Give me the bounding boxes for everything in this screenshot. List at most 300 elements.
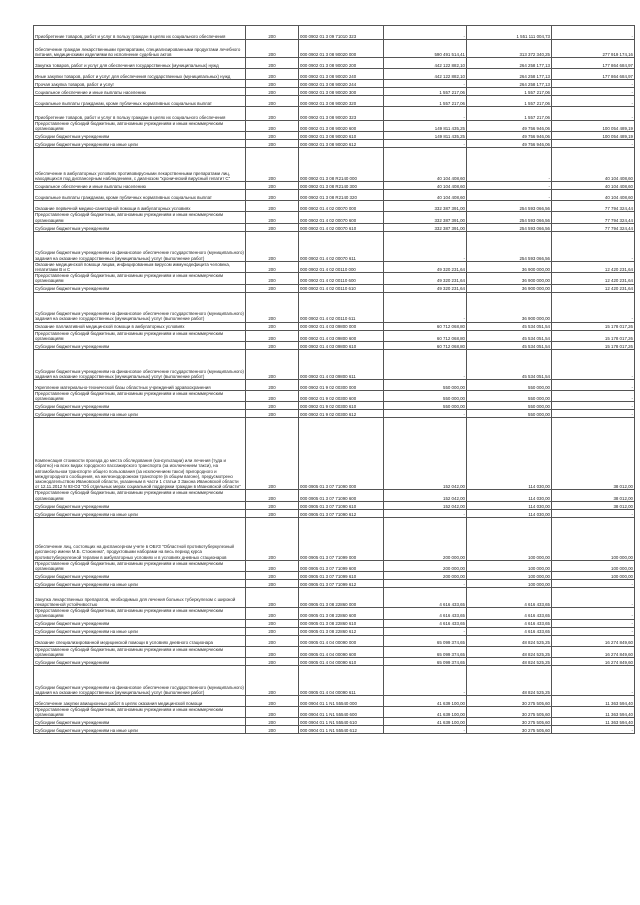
row-budget-code-cell: 000 0902 01 4 02 00070 000 xyxy=(299,201,384,212)
row-approved-amount-cell: - xyxy=(384,107,467,121)
row-name-cell: Субсидии бюджетным учреждениям на финансовое обеспечение государственного (муниципального) задания на оказание государственных (муниципальных) услуг (выполнение работ) xyxy=(34,231,246,261)
row-approved-amount-cell: 152 042,00 xyxy=(384,501,467,509)
row-approved-amount-cell: - xyxy=(384,26,467,40)
row-executed-amount-cell: 30 275 505,60 xyxy=(467,726,552,734)
table-row xyxy=(34,572,635,580)
row-unexecuted-amount-cell: 100 054 489,19 xyxy=(552,121,635,132)
row-executed-amount-cell: 4 616 433,65 xyxy=(467,619,552,627)
row-unexecuted-amount-cell: - xyxy=(552,410,635,418)
row-executed-amount-cell: 550 000,00 xyxy=(467,410,552,418)
row-approved-amount-cell: 4 616 433,65 xyxy=(384,588,467,608)
row-approved-amount-cell: 40 104 408,60 xyxy=(384,182,467,190)
row-unexecuted-amount-cell: 38 012,00 xyxy=(552,490,635,501)
row-admin-code-cell: 200 xyxy=(246,572,299,580)
row-unexecuted-amount-cell: 16 274 849,60 xyxy=(552,635,635,646)
row-executed-amount-cell: 100 000,00 xyxy=(467,560,552,571)
table-row xyxy=(34,588,635,608)
row-approved-amount-cell: 60 712 068,80 xyxy=(384,330,467,341)
row-approved-amount-cell: 41 639 100,00 xyxy=(384,707,467,718)
row-name-cell: Субсидии бюджетным учреждениям xyxy=(34,501,246,509)
table-row xyxy=(34,627,635,635)
row-unexecuted-amount-cell: 11 363 594,40 xyxy=(552,696,635,707)
table-row xyxy=(34,190,635,201)
row-name-cell: Компенсация стоимости проезда до места обследования (консультации) или лечения (туда и обратно) на всех видах городского пассажирского транспорта (за исключением такси), на автомобильном транспорте общего пользования (за исключением такси) пригородного и междугородного сообщения, на железнодорожном транспорте (в общем вагоне), предусмотрено законодательством Ивановской области, указанным в части 1 статьи 3 Закона Ивановской области от 12.11.2012 N 93-ОЗ "Об отдельных мерах социальной поддержки граждан в Ивановской области" xyxy=(34,418,246,490)
row-executed-amount-cell: 114 030,00 xyxy=(467,509,552,517)
row-unexecuted-amount-cell: 40 104 408,60 xyxy=(552,190,635,201)
row-approved-amount-cell: 65 099 374,65 xyxy=(384,646,467,657)
table-row xyxy=(34,212,635,223)
row-name-cell: Социальные выплаты гражданам, кроме публичных нормативных социальных выплат xyxy=(34,96,246,107)
row-admin-code-cell: 200 xyxy=(246,410,299,418)
row-budget-code-cell: 000 0905 01 3 08 22860 000 xyxy=(299,588,384,608)
row-approved-amount-cell: 1 557 217,06 xyxy=(384,88,467,96)
row-admin-code-cell: 200 xyxy=(246,646,299,657)
row-admin-code-cell: 200 xyxy=(246,212,299,223)
row-unexecuted-amount-cell: 16 274 849,60 xyxy=(552,658,635,666)
row-budget-code-cell: 000 0904 01 1 N1 55540 610 xyxy=(299,718,384,726)
row-admin-code-cell: 200 xyxy=(246,40,299,58)
row-admin-code-cell: 200 xyxy=(246,201,299,212)
row-admin-code-cell: 200 xyxy=(246,261,299,272)
table-row xyxy=(34,646,635,657)
row-name-cell: Субсидии бюджетным учреждениям на финансовое обеспечение государственного (муниципального) задания на оказание государственных (муниципальных) услуг (выполнение работ) xyxy=(34,292,246,322)
row-unexecuted-amount-cell: 77 794 324,44 xyxy=(552,201,635,212)
row-unexecuted-amount-cell: - xyxy=(552,292,635,322)
row-admin-code-cell: 200 xyxy=(246,580,299,588)
row-admin-code-cell: 200 xyxy=(246,608,299,619)
row-unexecuted-amount-cell: 40 104 408,60 xyxy=(552,182,635,190)
row-unexecuted-amount-cell: 16 274 849,60 xyxy=(552,646,635,657)
row-budget-code-cell: 000 0905 01 3 07 71099 000 xyxy=(299,517,384,560)
row-name-cell: Оказание паллиативной медицинской помощи в амбулаторных условиях xyxy=(34,322,246,330)
table-row xyxy=(34,501,635,509)
row-executed-amount-cell: 100 000,00 xyxy=(467,517,552,560)
row-executed-amount-cell: 1 557 217,06 xyxy=(467,107,552,121)
row-unexecuted-amount-cell: 77 794 324,44 xyxy=(552,212,635,223)
table-row xyxy=(34,132,635,140)
row-name-cell: Укрепление материально-технической базы областных учреждений здравоохранения xyxy=(34,380,246,391)
row-admin-code-cell: 200 xyxy=(246,588,299,608)
row-approved-amount-cell: 41 639 100,00 xyxy=(384,718,467,726)
row-approved-amount-cell: 332 387 391,00 xyxy=(384,223,467,231)
row-budget-code-cell: 000 0905 01 3 07 71090 610 xyxy=(299,501,384,509)
row-executed-amount-cell: 114 030,00 xyxy=(467,490,552,501)
row-name-cell: Иные закупки товаров, работ и услуг для обеспечения государственных (муниципальных) нужд xyxy=(34,69,246,80)
row-unexecuted-amount-cell: 40 104 408,60 xyxy=(552,148,635,182)
row-unexecuted-amount-cell: - xyxy=(552,509,635,517)
row-approved-amount-cell: 332 387 391,00 xyxy=(384,212,467,223)
row-executed-amount-cell: - xyxy=(467,148,552,182)
row-budget-code-cell: 000 0904 01 1 N1 55540 612 xyxy=(299,726,384,734)
row-admin-code-cell: 200 xyxy=(246,231,299,261)
table-row xyxy=(34,69,635,80)
row-approved-amount-cell: 4 616 433,65 xyxy=(384,608,467,619)
row-unexecuted-amount-cell: 100 000,00 xyxy=(552,560,635,571)
row-approved-amount-cell: - xyxy=(384,627,467,635)
row-unexecuted-amount-cell: - xyxy=(552,608,635,619)
row-unexecuted-amount-cell: - xyxy=(552,26,635,40)
row-admin-code-cell: 200 xyxy=(246,509,299,517)
row-executed-amount-cell: 254 593 066,56 xyxy=(467,223,552,231)
row-name-cell: Предоставление субсидий бюджетным, автономным учреждениям и иным некоммерческим организациям xyxy=(34,212,246,223)
row-unexecuted-amount-cell: - xyxy=(552,80,635,88)
row-approved-amount-cell: 442 122 882,10 xyxy=(384,69,467,80)
row-admin-code-cell: 200 xyxy=(246,619,299,627)
row-executed-amount-cell: 49 756 946,06 xyxy=(467,121,552,132)
row-executed-amount-cell: 49 756 946,06 xyxy=(467,140,552,148)
row-admin-code-cell: 200 xyxy=(246,96,299,107)
row-approved-amount-cell: 200 000,00 xyxy=(384,517,467,560)
table-row xyxy=(34,342,635,350)
row-budget-code-cell: 000 0905 01 3 07 71090 000 xyxy=(299,418,384,490)
row-admin-code-cell: 200 xyxy=(246,342,299,350)
row-budget-code-cell: 000 0905 01 4 04 00090 600 xyxy=(299,646,384,657)
row-unexecuted-amount-cell: 15 178 017,26 xyxy=(552,342,635,350)
row-admin-code-cell: 200 xyxy=(246,121,299,132)
table-row xyxy=(34,182,635,190)
table-row xyxy=(34,380,635,391)
row-budget-code-cell: 000 0902 01 9 02 00300 612 xyxy=(299,410,384,418)
row-admin-code-cell: 200 xyxy=(246,69,299,80)
row-budget-code-cell: 000 0905 01 3 07 71099 612 xyxy=(299,580,384,588)
row-name-cell: Предоставление субсидий бюджетным, автономным учреждениям и иным некоммерческим организациям xyxy=(34,391,246,402)
row-executed-amount-cell: 1 557 217,06 xyxy=(467,96,552,107)
table-row xyxy=(34,322,635,330)
row-executed-amount-cell: 36 900 000,00 xyxy=(467,273,552,284)
row-unexecuted-amount-cell: - xyxy=(552,588,635,608)
row-admin-code-cell: 200 xyxy=(246,132,299,140)
row-unexecuted-amount-cell: - xyxy=(552,726,635,734)
row-executed-amount-cell: 45 534 051,54 xyxy=(467,350,552,380)
row-unexecuted-amount-cell: 177 864 684,97 xyxy=(552,58,635,69)
table-row xyxy=(34,509,635,517)
row-admin-code-cell: 200 xyxy=(246,140,299,148)
row-budget-code-cell: 000 0902 01 3 08 90020 612 xyxy=(299,140,384,148)
row-approved-amount-cell: - xyxy=(384,231,467,261)
row-name-cell: Субсидии бюджетным учреждениям на иные цели xyxy=(34,140,246,148)
row-admin-code-cell: 200 xyxy=(246,88,299,96)
row-approved-amount-cell: - xyxy=(384,726,467,734)
row-name-cell: Субсидии бюджетным учреждениям xyxy=(34,132,246,140)
row-approved-amount-cell: 40 104 408,60 xyxy=(384,148,467,182)
row-name-cell: Прочая закупка товаров, работ и услуг xyxy=(34,80,246,88)
row-executed-amount-cell: 49 756 946,06 xyxy=(467,132,552,140)
row-executed-amount-cell: 4 616 433,65 xyxy=(467,588,552,608)
row-budget-code-cell: 000 0902 01 3 08 90020 240 xyxy=(299,69,384,80)
row-unexecuted-amount-cell: 277 919 174,16 xyxy=(552,40,635,58)
row-approved-amount-cell: 152 042,00 xyxy=(384,418,467,490)
row-budget-code-cell: 000 0905 01 3 07 71090 600 xyxy=(299,490,384,501)
row-name-cell: Закупка лекарственных препаратов, необходимых для лечения больных туберкулезом с широкой лекарственной устойчивостью xyxy=(34,588,246,608)
row-admin-code-cell: 200 xyxy=(246,58,299,69)
row-name-cell: Предоставление субсидий бюджетным, автономным учреждениям и иным некоммерческим организациям xyxy=(34,608,246,619)
row-executed-amount-cell: 114 030,00 xyxy=(467,501,552,509)
table-row xyxy=(34,635,635,646)
row-admin-code-cell: 200 xyxy=(246,148,299,182)
row-name-cell: Субсидии бюджетным учреждениям на иные цели xyxy=(34,410,246,418)
row-budget-code-cell: 000 0902 01 3 09 71010 323 xyxy=(299,26,384,40)
row-executed-amount-cell: 254 593 066,56 xyxy=(467,212,552,223)
row-approved-amount-cell: 550 000,00 xyxy=(384,391,467,402)
table-row xyxy=(34,707,635,718)
row-name-cell: Приобретение товаров, работ и услуг в пользу граждан в целях их социального обеспечения xyxy=(34,26,246,40)
row-approved-amount-cell: 60 712 068,80 xyxy=(384,322,467,330)
row-unexecuted-amount-cell: - xyxy=(552,580,635,588)
row-budget-code-cell: 000 0902 01 3 08 90020 323 xyxy=(299,107,384,121)
row-approved-amount-cell: 550 000,00 xyxy=(384,380,467,391)
row-budget-code-cell: 000 0905 01 4 04 00090 610 xyxy=(299,658,384,666)
row-unexecuted-amount-cell: 100 000,00 xyxy=(552,517,635,560)
row-approved-amount-cell: - xyxy=(384,509,467,517)
row-approved-amount-cell: 590 491 514,41 xyxy=(384,40,467,58)
row-name-cell: Предоставление субсидий бюджетным, автономным учреждениям и иным некоммерческим организациям xyxy=(34,121,246,132)
row-executed-amount-cell: 30 275 505,60 xyxy=(467,707,552,718)
row-admin-code-cell: 200 xyxy=(246,380,299,391)
row-executed-amount-cell: 36 900 000,00 xyxy=(467,292,552,322)
row-budget-code-cell: 000 0902 01 4 03 09800 611 xyxy=(299,350,384,380)
table-row xyxy=(34,560,635,571)
table-row xyxy=(34,261,635,272)
row-name-cell: Предоставление субсидий бюджетным, автономным учреждениям и иным некоммерческим организациям xyxy=(34,273,246,284)
row-executed-amount-cell: 30 275 505,60 xyxy=(467,718,552,726)
row-admin-code-cell: 200 xyxy=(246,627,299,635)
row-admin-code-cell: 200 xyxy=(246,322,299,330)
row-unexecuted-amount-cell: - xyxy=(552,88,635,96)
row-name-cell: Предоставление субсидий бюджетным, автономным учреждениям и иным некоммерческим организациям xyxy=(34,330,246,341)
row-executed-amount-cell: 313 372 340,25 xyxy=(467,40,552,58)
row-executed-amount-cell: 254 593 066,56 xyxy=(467,201,552,212)
table-row xyxy=(34,26,635,40)
row-budget-code-cell: 000 0905 01 3 07 71099 600 xyxy=(299,560,384,571)
row-admin-code-cell: 200 xyxy=(246,182,299,190)
row-admin-code-cell: 200 xyxy=(246,707,299,718)
row-approved-amount-cell: 550 000,00 xyxy=(384,402,467,410)
row-budget-code-cell: 000 0902 01 9 02 00300 600 xyxy=(299,391,384,402)
row-name-cell: Социальное обеспечение и иные выплаты населению xyxy=(34,182,246,190)
table-row xyxy=(34,696,635,707)
row-admin-code-cell: 200 xyxy=(246,696,299,707)
row-admin-code-cell: 200 xyxy=(246,190,299,201)
row-name-cell: Субсидии бюджетным учреждениям на иные цели xyxy=(34,627,246,635)
row-admin-code-cell: 200 xyxy=(246,718,299,726)
row-approved-amount-cell: - xyxy=(384,80,467,88)
row-unexecuted-amount-cell: 12 420 231,64 xyxy=(552,273,635,284)
row-budget-code-cell: 000 0902 01 3 08 90020 600 xyxy=(299,121,384,132)
row-name-cell: Оказание первичной медико-санитарной помощи в амбулаторных условиях xyxy=(34,201,246,212)
row-unexecuted-amount-cell: - xyxy=(552,402,635,410)
row-name-cell: Субсидии бюджетным учреждениям на иные цели xyxy=(34,509,246,517)
row-unexecuted-amount-cell: 15 178 017,26 xyxy=(552,322,635,330)
row-executed-amount-cell: 45 534 051,54 xyxy=(467,322,552,330)
row-approved-amount-cell: 152 042,00 xyxy=(384,490,467,501)
row-approved-amount-cell: 200 000,00 xyxy=(384,572,467,580)
row-name-cell: Субсидии бюджетным учреждениям xyxy=(34,658,246,666)
row-name-cell: Приобретение товаров, работ и услуг в пользу граждан в целях их социального обеспечения xyxy=(34,107,246,121)
row-executed-amount-cell: 100 000,00 xyxy=(467,572,552,580)
table-row xyxy=(34,40,635,58)
row-approved-amount-cell: 442 122 882,10 xyxy=(384,58,467,69)
table-row xyxy=(34,148,635,182)
row-name-cell: Оказание специализированной медицинской помощи в условиях дневного стационара xyxy=(34,635,246,646)
row-executed-amount-cell: 4 616 433,65 xyxy=(467,627,552,635)
row-name-cell: Закупка товаров, работ и услуг для обеспечения государственных (муниципальных) нужд xyxy=(34,58,246,69)
row-executed-amount-cell: 1 557 217,06 xyxy=(467,88,552,96)
row-executed-amount-cell: 264 258 177,13 xyxy=(467,69,552,80)
row-approved-amount-cell: 1 557 217,06 xyxy=(384,96,467,107)
row-approved-amount-cell: - xyxy=(384,410,467,418)
row-admin-code-cell: 200 xyxy=(246,418,299,490)
row-unexecuted-amount-cell: 12 420 231,64 xyxy=(552,284,635,292)
row-budget-code-cell: 000 0905 01 3 07 71099 610 xyxy=(299,572,384,580)
row-budget-code-cell: 000 0904 01 1 N1 55540 000 xyxy=(299,696,384,707)
row-executed-amount-cell: 36 900 000,00 xyxy=(467,284,552,292)
row-admin-code-cell: 200 xyxy=(246,350,299,380)
row-executed-amount-cell: 550 000,00 xyxy=(467,380,552,391)
row-budget-code-cell: 000 0902 01 4 03 09800 000 xyxy=(299,322,384,330)
row-executed-amount-cell: 48 824 525,25 xyxy=(467,635,552,646)
table-row xyxy=(34,608,635,619)
row-unexecuted-amount-cell: 38 012,00 xyxy=(552,418,635,490)
table-row xyxy=(34,418,635,490)
row-name-cell: Субсидии бюджетным учреждениям на иные цели xyxy=(34,580,246,588)
row-executed-amount-cell: 4 616 433,65 xyxy=(467,608,552,619)
row-approved-amount-cell: 49 320 231,64 xyxy=(384,273,467,284)
row-admin-code-cell: 200 xyxy=(246,501,299,509)
row-approved-amount-cell: 4 616 433,65 xyxy=(384,619,467,627)
row-executed-amount-cell: 45 534 051,54 xyxy=(467,342,552,350)
row-budget-code-cell: 000 0902 01 3 08 90020 300 xyxy=(299,88,384,96)
row-name-cell: Субсидии бюджетным учреждениям xyxy=(34,284,246,292)
row-executed-amount-cell: 254 593 066,56 xyxy=(467,231,552,261)
row-admin-code-cell: 200 xyxy=(246,292,299,322)
row-approved-amount-cell: - xyxy=(384,666,467,696)
row-admin-code-cell: 200 xyxy=(246,80,299,88)
row-budget-code-cell: 000 0905 01 3 08 22860 610 xyxy=(299,619,384,627)
row-approved-amount-cell: - xyxy=(384,292,467,322)
row-budget-code-cell: 000 0905 01 3 08 22860 612 xyxy=(299,627,384,635)
row-unexecuted-amount-cell: 177 864 684,97 xyxy=(552,69,635,80)
table-row xyxy=(34,284,635,292)
row-budget-code-cell: 000 0902 01 4 02 00110 611 xyxy=(299,292,384,322)
row-executed-amount-cell: 550 000,00 xyxy=(467,402,552,410)
table-row xyxy=(34,292,635,322)
row-name-cell: Предоставление субсидий бюджетным, автономным учреждениям и иным некоммерческим организациям xyxy=(34,707,246,718)
row-unexecuted-amount-cell: - xyxy=(552,391,635,402)
row-executed-amount-cell: 48 824 525,25 xyxy=(467,658,552,666)
row-executed-amount-cell: - xyxy=(467,190,552,201)
row-name-cell: Субсидии бюджетным учреждениям xyxy=(34,223,246,231)
table-row xyxy=(34,580,635,588)
row-executed-amount-cell: 36 900 000,00 xyxy=(467,261,552,272)
row-budget-code-cell: 000 0902 01 4 02 00110 600 xyxy=(299,273,384,284)
row-admin-code-cell: 200 xyxy=(246,273,299,284)
row-admin-code-cell: 200 xyxy=(246,223,299,231)
row-unexecuted-amount-cell: 15 178 017,26 xyxy=(552,330,635,341)
row-name-cell: Социальные выплаты гражданам, кроме публичных нормативных социальных выплат xyxy=(34,190,246,201)
table-row xyxy=(34,58,635,69)
row-approved-amount-cell: - xyxy=(384,580,467,588)
row-budget-code-cell: 000 0902 01 4 02 00070 611 xyxy=(299,231,384,261)
row-executed-amount-cell: 100 000,00 xyxy=(467,580,552,588)
row-admin-code-cell: 200 xyxy=(246,635,299,646)
row-unexecuted-amount-cell: - xyxy=(552,350,635,380)
row-approved-amount-cell: 40 104 408,60 xyxy=(384,190,467,201)
row-approved-amount-cell: 60 712 068,80 xyxy=(384,342,467,350)
row-budget-code-cell: 000 0902 01 9 02 00300 610 xyxy=(299,402,384,410)
row-approved-amount-cell: 65 099 374,65 xyxy=(384,658,467,666)
row-budget-code-cell: 000 0904 01 1 N1 55540 600 xyxy=(299,707,384,718)
row-admin-code-cell: 200 xyxy=(246,26,299,40)
table-row xyxy=(34,402,635,410)
row-budget-code-cell: 000 0902 01 3 08 90020 200 xyxy=(299,58,384,69)
table-row xyxy=(34,391,635,402)
row-budget-code-cell: 000 0905 01 3 08 22860 600 xyxy=(299,608,384,619)
row-executed-amount-cell: 48 824 525,25 xyxy=(467,646,552,657)
table-row xyxy=(34,223,635,231)
row-name-cell: Субсидии бюджетным учреждениям xyxy=(34,402,246,410)
table-row xyxy=(34,88,635,96)
row-unexecuted-amount-cell: - xyxy=(552,96,635,107)
row-budget-code-cell: 000 0902 01 3 08 R2140 300 xyxy=(299,182,384,190)
row-budget-code-cell: 000 0902 01 3 08 R2140 000 xyxy=(299,148,384,182)
row-name-cell: Обеспечение лиц, состоящих на диспансерном учете в ОБУЗ "Областной противотуберкулезный диспансер имени М.Б. Стоюнина", продуктовыми наборами на весь период курса противотуберкулезной терапии в амбулаторных условиях и в условиях дневных стационаров xyxy=(34,517,246,560)
row-name-cell: Обеспечение граждан лекарственными препаратами, специализированными продуктами лечебного питания, медицинскими изделиями во исполнение судебных актов xyxy=(34,40,246,58)
table-row xyxy=(34,231,635,261)
row-name-cell: Субсидии бюджетным учреждениям xyxy=(34,342,246,350)
row-executed-amount-cell: 550 000,00 xyxy=(467,391,552,402)
table-row xyxy=(34,273,635,284)
row-unexecuted-amount-cell: 12 420 231,64 xyxy=(552,261,635,272)
row-admin-code-cell: 200 xyxy=(246,658,299,666)
row-name-cell: Обеспечение в амбулаторных условиях противовирусными лекарственными препаратами лиц, находящихся под диспансерным наблюдением, с диагнозом "хронический вирусный гепатит С" xyxy=(34,148,246,182)
row-approved-amount-cell: 149 811 435,25 xyxy=(384,121,467,132)
row-executed-amount-cell: 1 551 111 004,73 xyxy=(467,26,552,40)
table-row xyxy=(34,350,635,380)
row-budget-code-cell: 000 0905 01 3 07 71090 612 xyxy=(299,509,384,517)
row-name-cell: Субсидии бюджетным учреждениям xyxy=(34,619,246,627)
row-budget-code-cell: 000 0902 01 3 08 90020 320 xyxy=(299,96,384,107)
row-unexecuted-amount-cell: - xyxy=(552,380,635,391)
table-row xyxy=(34,517,635,560)
row-executed-amount-cell: 114 030,00 xyxy=(467,418,552,490)
row-name-cell: Субсидии бюджетным учреждениям xyxy=(34,718,246,726)
row-admin-code-cell: 200 xyxy=(246,402,299,410)
table-row xyxy=(34,490,635,501)
row-admin-code-cell: 200 xyxy=(246,107,299,121)
row-approved-amount-cell: 149 811 435,25 xyxy=(384,132,467,140)
row-name-cell: Субсидии бюджетным учреждениям на финансовое обеспечение государственного (муниципального) задания на оказание государственных (муниципальных) услуг (выполнение работ) xyxy=(34,666,246,696)
row-name-cell: Социальное обеспечение и иные выплаты населению xyxy=(34,88,246,96)
row-name-cell: Субсидии бюджетным учреждениям на финансовое обеспечение государственного (муниципального) задания на оказание государственных (муниципальных) услуг (выполнение работ) xyxy=(34,350,246,380)
row-budget-code-cell: 000 0902 01 4 02 00110 610 xyxy=(299,284,384,292)
row-name-cell: Субсидии бюджетным учреждениям xyxy=(34,572,246,580)
row-unexecuted-amount-cell: - xyxy=(552,619,635,627)
row-budget-code-cell: 000 0902 01 4 02 00110 000 xyxy=(299,261,384,272)
row-approved-amount-cell: 332 387 391,00 xyxy=(384,201,467,212)
row-admin-code-cell: 200 xyxy=(246,726,299,734)
row-name-cell: Субсидии бюджетным учреждениям на иные цели xyxy=(34,726,246,734)
row-budget-code-cell: 000 0902 01 4 03 09800 610 xyxy=(299,342,384,350)
row-budget-code-cell: 000 0902 01 3 08 90020 000 xyxy=(299,40,384,58)
row-unexecuted-amount-cell: 100 054 489,19 xyxy=(552,132,635,140)
row-unexecuted-amount-cell: 11 363 594,40 xyxy=(552,707,635,718)
budget-table-body xyxy=(34,26,635,734)
table-row xyxy=(34,330,635,341)
row-budget-code-cell: 000 0902 01 4 02 00070 610 xyxy=(299,223,384,231)
row-approved-amount-cell: 65 099 374,65 xyxy=(384,635,467,646)
row-approved-amount-cell: 49 320 231,64 xyxy=(384,261,467,272)
row-unexecuted-amount-cell: - xyxy=(552,627,635,635)
